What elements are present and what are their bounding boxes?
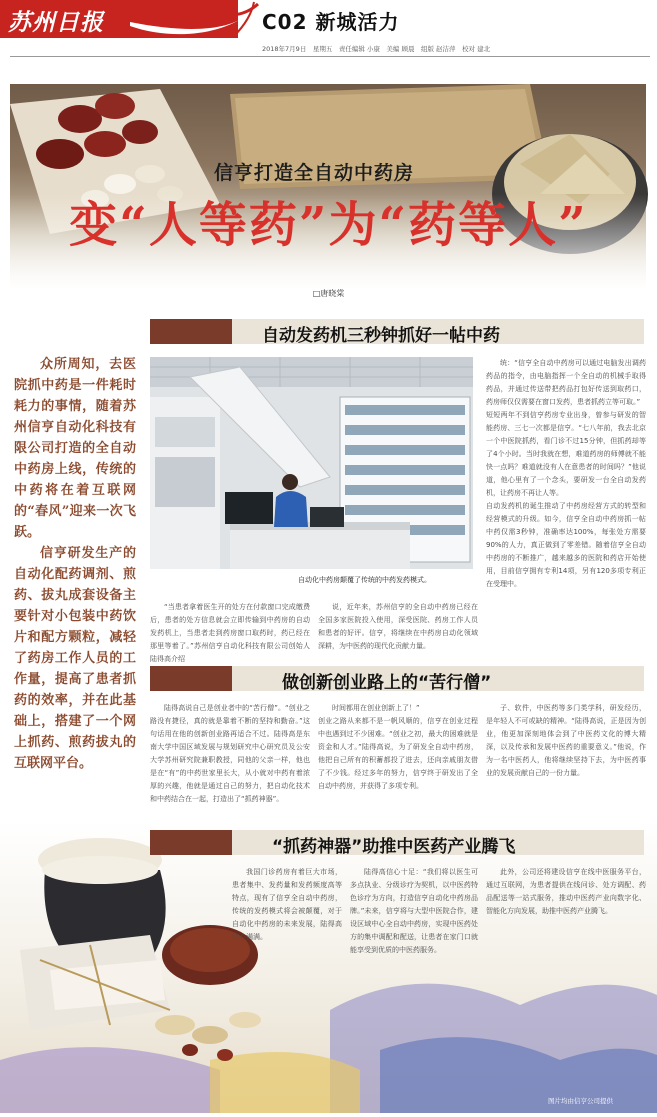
article-text: 时间都用在创业创新上了！” 创业之路从来都不是一帆风顺的，信亨在创业过程中也遇到过不少困难。“创业之初，最大的困难就是资金和人才。”陆得高说，为了研发全自动中药房，他把自己所有的积蓄都投了进去，还向亲戚朋友借了不少钱。经过多年的努力，信亨终于研发出了全自动中药房，并获得了多项专利。 — [318, 704, 478, 790]
section-title: 自动发药机三秒钟抓好一帖中药 — [262, 326, 500, 346]
article-text: 说，近年来，苏州信亨的全自动中药房已经在全国多家医院投入使用，深受医院、药房工作人员和患者的好评。信亨，将继续在中药房自动化领域深耕，为中医药的现代化贡献力量。 — [318, 603, 478, 650]
section-header-accent — [150, 319, 232, 344]
section2-column-1 — [150, 702, 310, 806]
article-text: 陆得高信心十足：“我们将以医生可多点执业、分级诊疗为契机，以中医药特色诊疗为方向，打造信亨自动化中药房品牌。”未来，信亨将与大型中医院合作，建设区域中心全自动中药房，实现中医药处方的集中调配和配送，让患者在家门口就能享受到优质的中医药服务。 — [350, 868, 478, 954]
intro-paragraph: 众所周知，去医院抓中药是一件耗时耗力的事情，随着苏州信亨自动化科技有限公司打造的全自动中药房上线，传统的中药将在着互联网的“春风”迎来一次飞跃。 — [14, 357, 136, 540]
masthead-swoosh-decoration — [130, 0, 260, 40]
article-text: 统：“信亨全自动中药房可以通过电脑发出调药药品的指令，由电脑指挥一个全自动的机械手取得药品，并通过传送带把药品打包好传送到取药口，药房师仅仅需要在窗口发药，患者抓药立等可取。” 短短两年不到信亨药房专业出身，曾参与研发的智能药房、三七一次都是信亨。“七八年前，我去北京一个中医院抓药，看门诊不过15分钟，但抓药却等了4个小时。当时我就在想，难道药房的师傅就不能快一点吗？难道就没有人在意患者的时间吗？”他说道，他心里有了一个念头，要研发一台全自动发药机，让药房不再让人等。 自动发药机的诞生推动了中药房经营方式的转型和经营模式的升级。如今，信亨全自动中药房抓一帖中药仅需3秒钟，准确率达100%，每张处方需要90%的人力，真正做到了零差错。随着信亨全自动中药房的不断推广，越来越多的医院和药店开始使用，目前信亨拥有专利14项，另有120多项专利正在受理中。 — [486, 359, 646, 588]
intro-column — [14, 354, 136, 774]
issue-meta: 2018年7月9日 星期五 责任编辑 小康 美编 顾晨 组版 赵洁萍 校对 建北 — [262, 45, 491, 53]
photo-credit: 图片均由信亨公司提供 — [548, 1097, 613, 1105]
section-header-accent — [150, 830, 232, 855]
article-text: 子、软件，中医药等多门类学科，研发经历，是年轻人不可或缺的精神。“陆得高说，正是因为创业，他更加深刻地体会到了中医药文化的博大精深，以及传承和发展中医药的重要意义。”他说，作为一名中医药人，他将继续坚持下去，为中医药事业的发展贡献自己的一份力量。 — [486, 704, 646, 777]
section-header-1 — [150, 319, 644, 344]
newspaper-logo: 苏州日报 — [8, 9, 104, 36]
article-text: 我国门诊药房有着巨大市场，患者集中、发药量和发药频度高等特点，现有了信亨全自动中药房，传统的发药模式将会被颠覆，对于自动化中药房的未来发展，陆得高信心满满。 — [232, 868, 342, 941]
article-text: 陆得高说自己是创业者中的“苦行僧”。“创业之路没有捷径，真的就是靠着不断的坚持和勤奋。”这句话用在他的创新创业路再适合不过。陆得高是东南大学中国区域发展与规划研究中心研究员及公安大学苏州研究院兼职教授，同他的父亲一样，他也是在“有”的中药世家里长大，从小就对中药有着浓厚的兴趣，他就是通过自己的努力，把自动化技术和中药结合在一起，打造出了“抓药神器”。 — [150, 704, 310, 803]
section-header-3 — [150, 830, 644, 855]
section1-column-b1 — [150, 601, 310, 663]
intro-paragraph: 信亨研发生产的自动化配药调剂、煎药、拔丸成套设备主要针对小包装中药饮片和配方颗粒，减轻了药房工作人员的工作量，提高了患者抓药的效率，并在此基础上，搭建了一个网上抓药、煎药拔丸的互联网平台。 — [14, 546, 136, 771]
section2-column-3 — [486, 702, 646, 806]
byline: □唐晓棠 — [312, 289, 345, 298]
section-header-2 — [150, 666, 644, 691]
section-name: C02 新城活力 — [262, 10, 400, 34]
section1-column-b2 — [318, 601, 478, 653]
section1-right-column — [486, 357, 646, 617]
section3-column-2 — [350, 866, 478, 1001]
masthead-divider — [10, 56, 650, 57]
section3-column-1 — [232, 866, 342, 1001]
section-title: 做创新创业路上的“苦行僧” — [282, 673, 492, 693]
section3-column-3 — [486, 866, 646, 986]
article-text: “当患者拿着医生开的处方在付款窗口完成缴费后，患者的处方信息就会立即传输到中药房的自动发药机上，当患者走到药房窗口取药时，药已经在那里等着了。”苏州信亨自动化科技有限公司创始人陆得高介绍 — [150, 603, 310, 663]
pharmacy-photo — [150, 357, 473, 569]
article-text: 此外，公司还将建设信亨在线中医服务平台，通过互联网，为患者提供在线问诊、处方调配、药品配送等一站式服务，推动中医药产业向数字化、智能化方向发展，助推中医药产业腾飞。 — [486, 868, 646, 915]
hero-kicker: 信亨打造全自动中药房 — [214, 162, 415, 184]
section2-column-2 — [318, 702, 478, 806]
section-header-accent — [150, 666, 232, 691]
headline: 变“人等药”为“药等人” — [69, 197, 588, 253]
photo-caption: 自动化中药房颠覆了传统的中药发药模式。 — [298, 576, 431, 584]
section-title: “抓药神器”助推中医药产业腾飞 — [272, 837, 516, 857]
